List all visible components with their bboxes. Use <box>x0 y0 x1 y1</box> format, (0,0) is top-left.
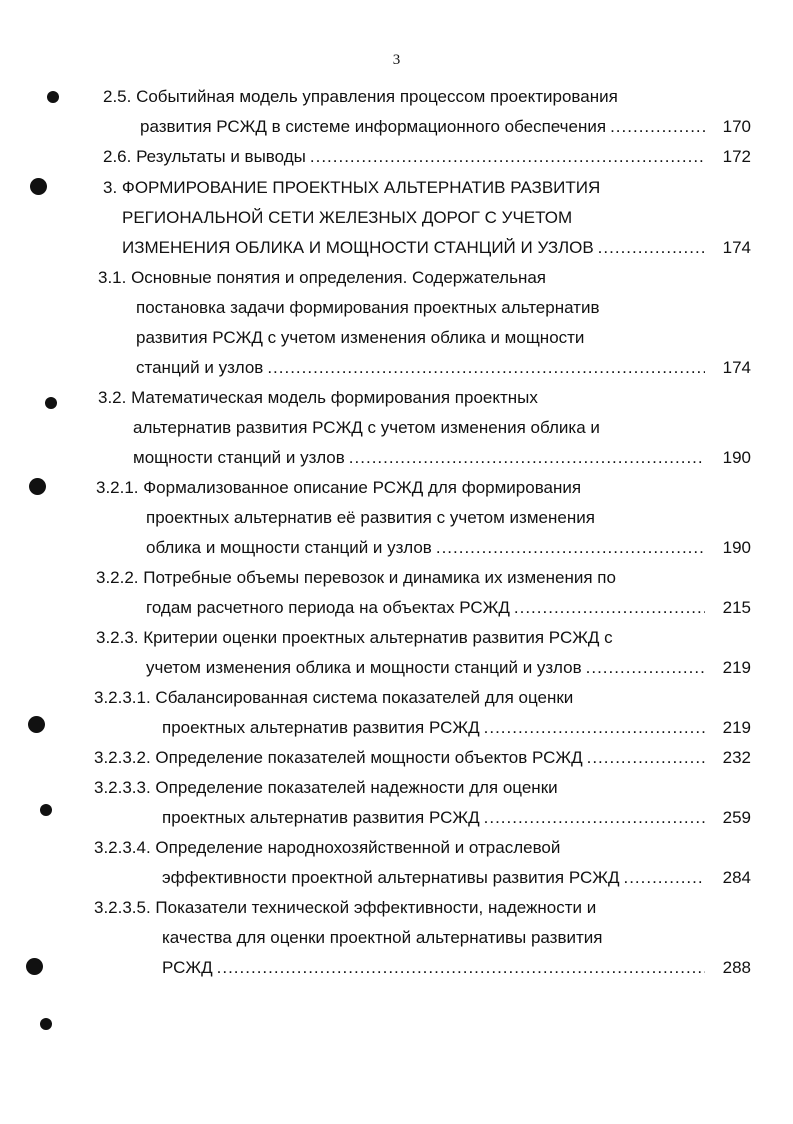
toc-page-number: 174 <box>722 238 751 257</box>
binder-hole-mark <box>29 478 46 495</box>
toc-line: 3. ФОРМИРОВАНИЕ ПРОЕКТНЫХ АЛЬТЕРНАТИВ РАЗВИТИЯ <box>103 178 601 197</box>
toc-page-number: 288 <box>722 958 751 977</box>
toc-line: облика и мощности станций и узлов ..... <box>146 536 705 560</box>
toc-page-number: 174 <box>722 358 751 377</box>
toc-line: годам расчетного периода на объектах РСЖД ..... <box>146 596 705 620</box>
page-number: 3 <box>392 52 401 68</box>
toc-page-number: 284 <box>722 868 751 887</box>
binder-hole-mark <box>26 958 43 975</box>
binder-hole-mark <box>40 1018 52 1030</box>
toc-page-number: 219 <box>722 658 751 677</box>
toc-line: 3.2.3.2. Определение показателей мощности объектов РСЖД ..... <box>94 746 705 770</box>
toc-page-number: 215 <box>722 598 751 617</box>
toc-page-number: 170 <box>722 117 751 136</box>
binder-hole-mark <box>30 178 47 195</box>
toc-page-number: 259 <box>722 808 751 827</box>
toc-line: развития РСЖД с учетом изменения облика и мощности <box>136 328 585 347</box>
toc-line: 3.1. Основные понятия и определения. Содержательная <box>98 268 547 287</box>
toc-line: 3.2.1. Формализованное описание РСЖД для формирования <box>96 478 582 497</box>
toc-line: 2.5. Событийная модель управления процессом проектирования <box>103 87 618 106</box>
toc-line: 3.2.2. Потребные объемы перевозок и динамика их изменения по <box>96 568 616 587</box>
toc-line: развития РСЖД в системе информационного обеспечения ..... <box>140 115 705 139</box>
toc-line: проектных альтернатив развития РСЖД ..... <box>162 716 705 740</box>
toc-line: эффективности проектной альтернативы развития РСЖД ..... <box>162 866 705 890</box>
toc-page-number: 190 <box>722 448 751 467</box>
toc-line: 3.2. Математическая модель формирования проектных <box>98 388 538 407</box>
toc-line: 3.2.3.5. Показатели технической эффективности, надежности и <box>94 898 597 917</box>
toc-line: учетом изменения облика и мощности станций и узлов ..... <box>146 656 705 680</box>
binder-hole-mark <box>40 804 52 816</box>
toc-line: ИЗМЕНЕНИЯ ОБЛИКА И МОЩНОСТИ СТАНЦИЙ И УЗЛОВ ..... <box>122 236 705 260</box>
binder-hole-mark <box>28 716 45 733</box>
toc-line: 2.6. Результаты и выводы ..... <box>103 145 705 169</box>
toc-line: 3.2.3.3. Определение показателей надежности для оценки <box>94 778 558 797</box>
toc-line: проектных альтернатив развития РСЖД ..... <box>162 806 705 830</box>
binder-hole-mark <box>47 91 59 103</box>
toc-line: РЕГИОНАЛЬНОЙ СЕТИ ЖЕЛЕЗНЫХ ДОРОГ С УЧЕТОМ <box>122 208 573 227</box>
toc-page-number: 232 <box>722 748 751 767</box>
toc-line: РСЖД ..... <box>162 956 705 980</box>
toc-line: мощности станций и узлов ..... <box>133 446 705 470</box>
toc-line: 3.2.3.1. Сбалансированная система показателей для оценки <box>94 688 574 707</box>
toc-page-number: 190 <box>722 538 751 557</box>
toc-page-number: 219 <box>722 718 751 737</box>
toc-line: альтернатив развития РСЖД с учетом изменения облика и <box>133 418 600 437</box>
toc-line: постановка задачи формирования проектных альтернатив <box>136 298 600 317</box>
toc-line: 3.2.3. Критерии оценки проектных альтернатив развития РСЖД с <box>96 628 613 647</box>
toc-line: станций и узлов ..... <box>136 356 705 380</box>
toc-line: проектных альтернатив её развития с учетом изменения <box>146 508 595 527</box>
toc-line: качества для оценки проектной альтернативы развития <box>162 928 603 947</box>
toc-page-number: 172 <box>722 147 751 166</box>
toc-line: 3.2.3.4. Определение народнохозяйственной и отраслевой <box>94 838 561 857</box>
binder-hole-mark <box>45 397 57 409</box>
